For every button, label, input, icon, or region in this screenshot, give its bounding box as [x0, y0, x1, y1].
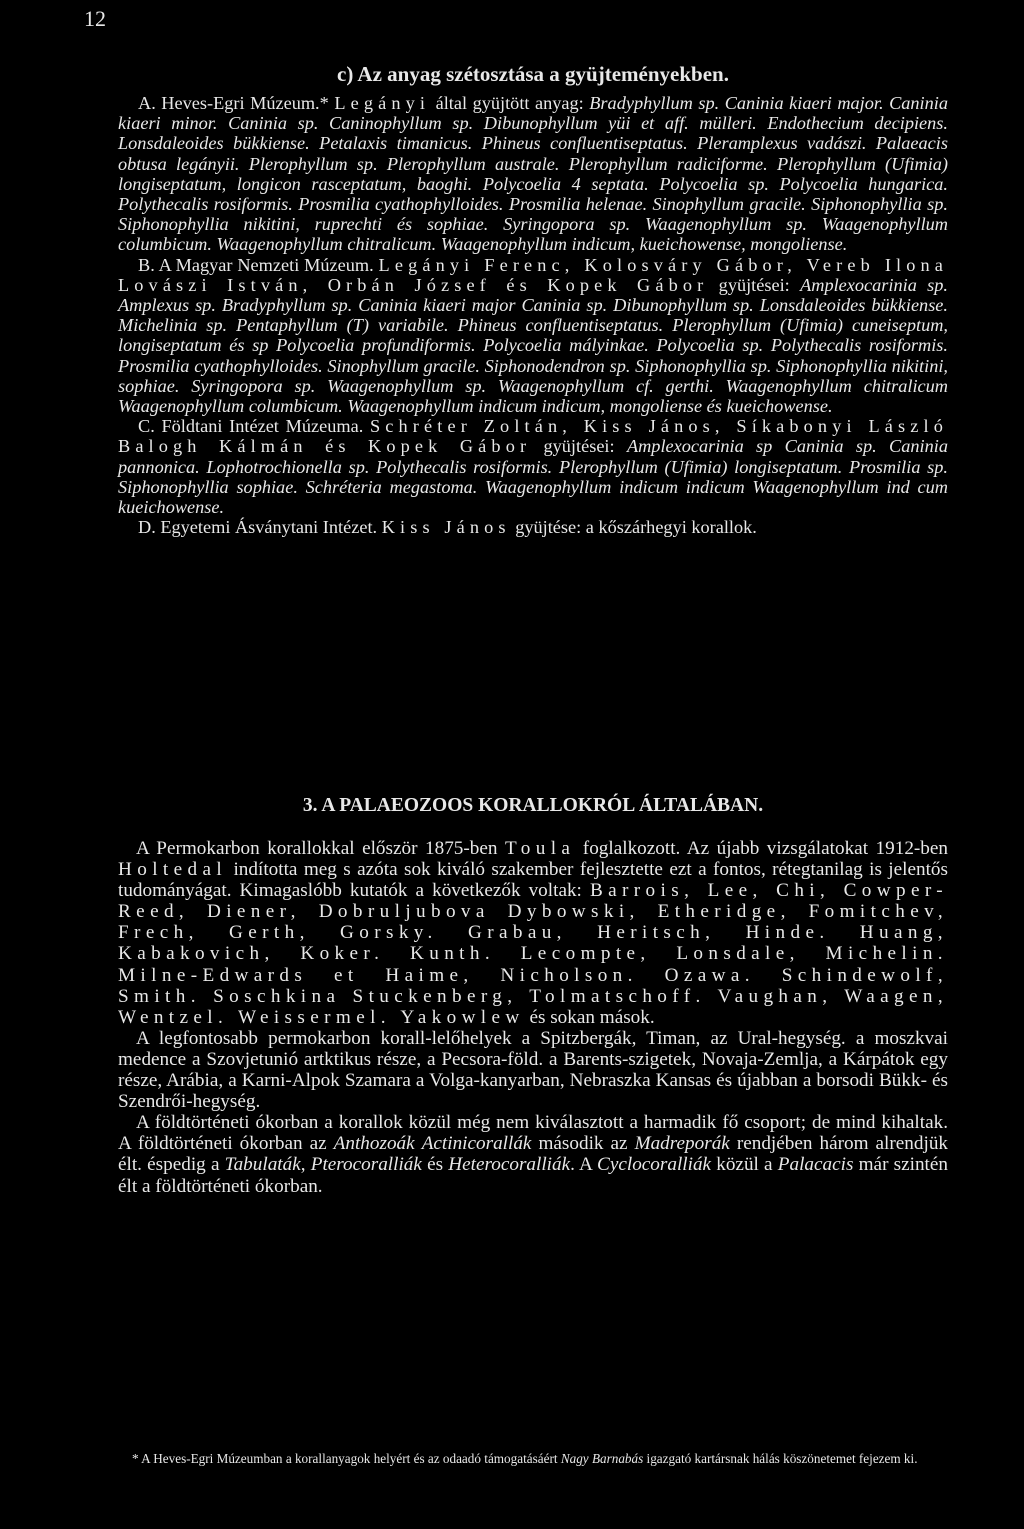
taxonomy-text-7: . A — [570, 1154, 598, 1176]
collection-c-paragraph — [118, 416, 948, 517]
collection-b-text: gyüjtései: — [708, 274, 801, 295]
researcher-names: Barrois, Lee, Chi, Cowper-Reed, Diener, Dobruljubova Dybowski, Etheridge, Fomitchev, Frech, Gerth, Gorsky. Grabau, Heritsch, Hinde. Huang, Kabakovich, Koker. Kunth. Lecompte, Lonsdale, Michelin. Milne-Edwards et Haime, Nicholson. Ozawa. Schindewolf, Smith. Soschkina Stuckenberg, Tolmatschoff. Vaughan, Waagen, Wentzel. Weissermel. Yakowlew — [118, 880, 948, 1028]
collection-a-taxa: Bradyphyllum sp. Caninia kiaeri major. Caninia kiaeri minor. Caninia sp. Caninophyllum sp. Dibunophyllum yüi et aff. mülleri. Endothecium decipiens. Lonsdaleoides bükkiense. Petalaxis timanicus. Phineus confluentiseptatus. Pleramplexus vadászi. Palaeacis obtusa legányii. Plerophyllum sp. Plerophyllum australe. Plerophyllum radiciforme. Plerophyllum (Ufimia) longiseptatum, longicon rasceptatum, baoghi. Polycoelia 4 septata. Polycoelia sp. Polycoelia hungarica. Polythecalis rosiformis. Prosmilia cyathophylloides. Prosmilia helenae. Sinophyllum gracile. Siphonophyllia sp. Siphonophyllia nikitini, ruprechti és sophiae. Syringopora sp. Waagenophyllum sp. Waagenophyllum columbicum. Waagenophyllum chitralicum. Waagenophyllum indicum, kueichowense, mongoliense. — [118, 93, 948, 255]
taxonomy-text-4: rendjében három alrendjük élt. éspedig a — [118, 1133, 949, 1176]
taxon-tabulata: Tabulaták — [224, 1154, 301, 1176]
taxonomy-text-1: A földtörténeti ókorban a korallok közül még nem kiválasztott a harmadik fő csoport; de mind kihaltak. A földtörténeti ókorban az — [118, 1112, 948, 1155]
taxon-madreporaria: Madreporák — [634, 1133, 730, 1155]
taxon-cyclocorallia: Cyclocoralliák — [597, 1154, 712, 1176]
localities-paragraph: A legfontosabb permokarbon korall-lelőhelyek a Spitzbergák, Timan, az Ural-hegység. a moszkvai medence a Szovjetunió artktikus része, a Pecsora-föld. a Barents-szigetek, Novaja-Zemlja, a Kárpátok egy része, Arábia, a Karni-Alpok Szamara a Volga-kanyarban, Nebraszka Kansas és újabban a borsodi Bükk- és Szendrői-hegység. — [118, 1027, 948, 1113]
collection-b-paragraph — [118, 255, 948, 417]
collection-c-taxa: Amplexocarinia sp Caninia sp. Caninia pannonica. Lophotrochionella sp. Polythecalis rosiformis. Plerophyllum (Ufimia) longiseptatum. Prosmilia sp. Siphonophyllia sophiae. Schréteria megastoma. Waagenophyllum indicum indicum Waagenophyllum ind cum kueichowense. — [118, 436, 948, 518]
taxon-palaeacis: Palacacis — [777, 1154, 854, 1176]
collection-b-collectors: Legányi Ferenc, Kolosváry Gábor, Vereb Ilona Lovászi István, Orbán József és Kopek Gábor — [118, 254, 949, 295]
history-text-2: foglalkozott. Az újabb vizsgálatokat 1912-ben — [575, 838, 949, 859]
taxonomy-text-6: és — [421, 1154, 449, 1176]
taxonomy-text-5: , — [300, 1154, 311, 1176]
taxonomy-text-3: második az — [531, 1133, 635, 1155]
collection-b-label: B. A Magyar Nemzeti Múzeum. — [138, 254, 374, 275]
taxonomy-paragraph — [118, 1112, 948, 1196]
author-toula: Toula — [505, 838, 576, 859]
history-text-3: indította meg s azóta sok kiváló szakember fejlesztette ezt a fontos, rétegtanilag is jelentős tudományágat. Kimagaslóbb kutatók a következők voltak: — [118, 859, 948, 902]
chapter-title: 3. A PALAEOZOOS KORALLOKRÓL ÁLTALÁBAN. — [302, 795, 764, 816]
page-number: 12 — [84, 6, 106, 31]
taxon-pterocorallia: Pterocoralliák — [310, 1154, 422, 1176]
footnote-text — [118, 1451, 948, 1467]
collection-d-text: gyüjtése: a kőszárhegyi korallok. — [510, 517, 757, 538]
footnote-text-1: * A Heves-Egri Múzeumban a korallanyagok helyért és az odaadó támogatásáért — [132, 1451, 561, 1466]
collection-b-taxa: Amplexocarinia sp. Amplexus sp. Bradyphyllum sp. Caninia kiaeri major Caninia sp. Dibunophyllum sp. Lonsdaleoides bükkiense. Michelinia sp. Pentaphyllum (T) variabile. Phineus confluentiseptatus. Plerophyllum (Ufimia) cuneiseptum, longiseptatum és sp Polycoelia profundiformis. Polycoelia mályinkae. Polycoelia sp. Polythecalis rosiformis. Prosmilia cyathophylloides. Sinophyllum gracile. Siphonodendron sp. Siphonophyllia sp. Siphonophyllia nikitini, sophiae. Syringopora sp. Waagenophyllum sp. Waagenophyllum cf. gerthi. Waagenophyllum chitralicum Waagenophyllum columbicum. Waagenophyllum indicum indicum, mongoliense és kueichowense. — [118, 274, 948, 417]
collection-a-paragraph — [118, 93, 948, 255]
collections-section — [118, 62, 948, 537]
collection-a-label: A. Heves-Egri Múzeum.* — [138, 93, 329, 113]
footnote-person: Nagy Barnabás — [560, 1451, 644, 1466]
taxonomy-text-2 — [415, 1133, 422, 1154]
taxon-heterocorallia: Heterocoralliák — [448, 1154, 571, 1176]
taxon-anthozoa: Anthozoák — [333, 1133, 415, 1155]
collection-c-label: C. Földtani Intézet Múzeuma. — [138, 416, 364, 437]
collection-c-collectors: Schréter Zoltán, Kiss János, Síkabonyi László Balogh Kálmán és Kopek Gábor — [118, 416, 948, 457]
history-paragraph — [118, 838, 948, 1028]
collection-d-collector: Kiss János — [381, 517, 511, 538]
collection-c-text: gyüjtései: — [531, 436, 627, 457]
taxonomy-text-8: közül a — [711, 1154, 778, 1176]
chapter-section — [118, 795, 948, 1197]
collection-a-collector: Legányi — [334, 93, 431, 113]
collection-a-text: által gyüjtött anyag: — [435, 93, 590, 113]
history-text-4: és sokan mások. — [524, 1006, 655, 1028]
collection-d-paragraph — [118, 517, 948, 537]
collection-d-label: D. Egyetemi Ásványtani Intézet. — [138, 517, 378, 538]
section-c-title: c) Az anyag szétosztása a gyüjteményekben. — [337, 62, 729, 86]
footnote — [118, 1451, 948, 1467]
history-text-1: A Permokarbon korallokkal először 1875-ben — [136, 838, 505, 859]
footnote-text-2: igazgató kartársnak hálás köszönetemet fejezem ki. — [643, 1451, 918, 1466]
taxonomy-text-9: már szintén élt a földtörténeti ókorban. — [118, 1154, 948, 1197]
author-holtedal: Holtedal — [118, 859, 228, 881]
taxon-actinicorallia: Actinicorallák — [421, 1133, 532, 1155]
